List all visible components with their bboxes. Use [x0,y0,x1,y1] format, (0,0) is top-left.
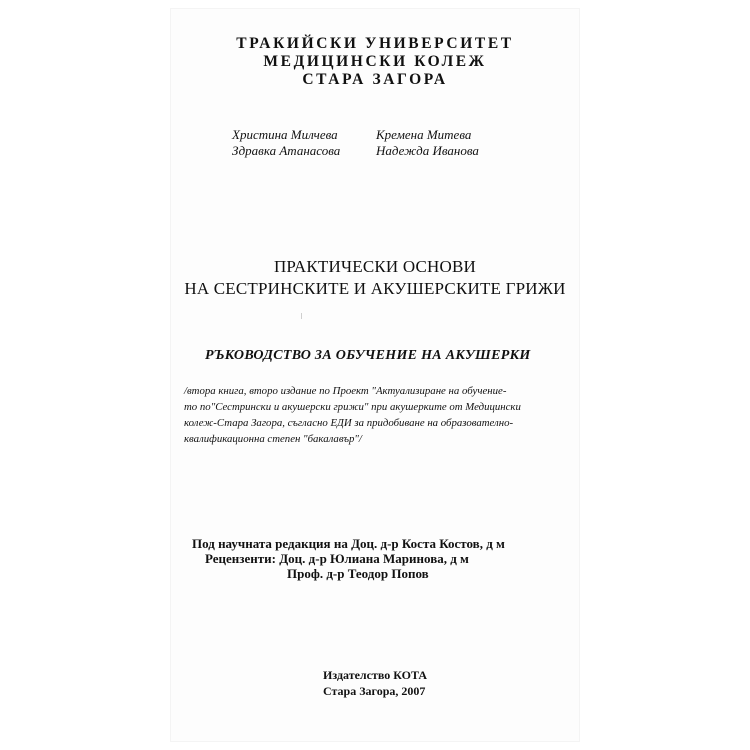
edition-note-line-3: колеж-Стара Загора, съгласно ЕДИ за придобиване на образователно- [184,417,514,429]
author-1: Христина Милчева [232,127,338,142]
book-subtitle: РЪКОВОДСТВО ЗА ОБУЧЕНИЕ НА АКУШЕРКИ [205,348,531,363]
paper-sheet [170,8,580,742]
publisher-place-year: Стара Загора, 2007 [323,684,426,698]
edition-note-line-4: квалификационна степен "бакалавър"/ [184,433,362,445]
author-3: Здравка Атанасова [232,143,341,158]
author-4: Надежда Иванова [376,143,479,158]
scientific-editor: Под научната редакция на Доц. д-р Коста Костов, д м [192,536,505,551]
university-name: ТРАКИЙСКИ УНИВЕРСИТЕТ [236,35,514,52]
city-name: СТАРА ЗАГОРА [302,71,448,88]
book-title-line-2: НА СЕСТРИНСКИТЕ И АКУШЕРСКИТЕ ГРИЖИ [184,279,566,298]
edition-note-line-1: /втора книга, второ издание по Проект "Актуализиране на обучение- [184,385,507,397]
reviewers: Рецензенти: Доц. д-р Юлиана Маринова, д м [205,551,469,566]
publisher-name: Издателство КОТА [323,668,428,682]
scan-speck [301,313,302,319]
edition-note-line-2: то по"Сестрински и акушерски грижи" при акушерките от Медицински [184,401,521,413]
college-name: МЕДИЦИНСКИ КОЛЕЖ [263,53,487,70]
book-title-line-1: ПРАКТИЧЕСКИ ОСНОВИ [273,257,477,276]
reviewer-2: Проф. д-р Теодор Попов [287,566,429,581]
author-2: Кремена Митева [376,127,472,142]
